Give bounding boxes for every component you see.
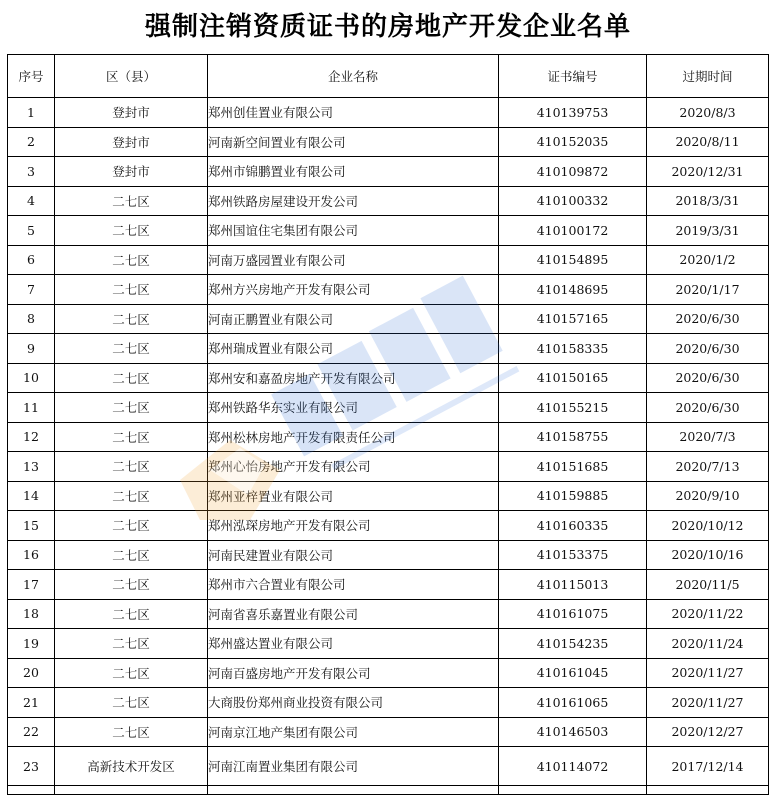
table-row [8,186,769,216]
row-company: 郑州市锦鹏置业有限公司 [208,157,499,187]
row-date: 2020/9/10 [647,481,769,511]
row-company: 河南江南置业集团有限公司 [208,747,499,786]
table-row [8,363,769,393]
row-company: 郑州铁路华东实业有限公司 [208,393,499,423]
row-index: 11 [8,393,55,423]
row-date: 2020/6/30 [647,363,769,393]
empty-cell [499,786,647,795]
table-row [8,157,769,187]
row-company: 河南百盛房地产开发有限公司 [208,658,499,688]
header-date: 过期时间 [647,55,769,98]
company-table [7,54,769,795]
row-cert: 410158335 [499,334,647,364]
table-row [8,334,769,364]
row-index: 5 [8,216,55,246]
row-cert: 410109872 [499,157,647,187]
row-index: 14 [8,481,55,511]
row-index: 22 [8,717,55,747]
row-district: 二七区 [55,717,208,747]
row-index: 9 [8,334,55,364]
row-company: 河南万盛园置业有限公司 [208,245,499,275]
row-cert: 410161075 [499,599,647,629]
row-district: 二七区 [55,245,208,275]
row-date: 2020/12/31 [647,157,769,187]
table-header-row [8,55,769,98]
row-company: 郑州国谊住宅集团有限公司 [208,216,499,246]
table-row [8,658,769,688]
row-district: 二七区 [55,363,208,393]
row-index: 12 [8,422,55,452]
row-date: 2020/6/30 [647,304,769,334]
row-date: 2020/1/2 [647,245,769,275]
row-district: 二七区 [55,334,208,364]
table-row [8,98,769,128]
row-index: 20 [8,658,55,688]
row-cert: 410100172 [499,216,647,246]
row-index: 10 [8,363,55,393]
row-date: 2020/7/13 [647,452,769,482]
table-row [8,629,769,659]
row-company: 河南民建置业有限公司 [208,540,499,570]
table-row [8,717,769,747]
row-district: 二七区 [55,599,208,629]
row-cert: 410157165 [499,304,647,334]
row-district: 登封市 [55,98,208,128]
row-date: 2020/8/3 [647,98,769,128]
row-date: 2020/10/16 [647,540,769,570]
header-cert: 证书编号 [499,55,647,98]
row-company: 郑州亚梓置业有限公司 [208,481,499,511]
row-cert: 410161065 [499,688,647,718]
table-row [8,304,769,334]
row-cert: 410158755 [499,422,647,452]
row-cert: 410100332 [499,186,647,216]
table-row-partial [8,786,769,795]
row-index: 19 [8,629,55,659]
row-index: 3 [8,157,55,187]
row-date: 2020/10/12 [647,511,769,541]
row-cert: 410152035 [499,127,647,157]
row-date: 2019/3/31 [647,216,769,246]
row-date: 2020/7/3 [647,422,769,452]
empty-cell [55,786,208,795]
row-cert: 410151685 [499,452,647,482]
row-date: 2020/12/27 [647,717,769,747]
row-index: 2 [8,127,55,157]
table-row [8,127,769,157]
row-date: 2020/11/24 [647,629,769,659]
row-company: 郑州铁路房屋建设开发公司 [208,186,499,216]
row-index: 23 [8,747,55,786]
row-cert: 410160335 [499,511,647,541]
row-district: 二七区 [55,275,208,305]
table-row [8,216,769,246]
header-company: 企业名称 [208,55,499,98]
row-company: 郑州创佳置业有限公司 [208,98,499,128]
row-cert: 410146503 [499,717,647,747]
row-company: 河南省喜乐嘉置业有限公司 [208,599,499,629]
table-row [8,511,769,541]
row-district: 二七区 [55,186,208,216]
row-district: 登封市 [55,157,208,187]
row-company: 郑州方兴房地产开发有限公司 [208,275,499,305]
row-company: 郑州瑞成置业有限公司 [208,334,499,364]
table-row [8,452,769,482]
row-company: 郑州盛达置业有限公司 [208,629,499,659]
empty-cell [208,786,499,795]
row-date: 2020/6/30 [647,393,769,423]
empty-cell [8,786,55,795]
row-cert: 410154235 [499,629,647,659]
row-district: 二七区 [55,422,208,452]
row-cert: 410148695 [499,275,647,305]
row-index: 4 [8,186,55,216]
table-row [8,570,769,600]
row-cert: 410159885 [499,481,647,511]
row-cert: 410114072 [499,747,647,786]
header-district: 区（县） [55,55,208,98]
row-company: 河南正鹏置业有限公司 [208,304,499,334]
row-district: 二七区 [55,393,208,423]
table-row [8,481,769,511]
row-district: 二七区 [55,511,208,541]
row-index: 7 [8,275,55,305]
row-company: 郑州松林房地产开发有限责任公司 [208,422,499,452]
row-date: 2020/11/5 [647,570,769,600]
row-date: 2018/3/31 [647,186,769,216]
row-cert: 410115013 [499,570,647,600]
row-cert: 410161045 [499,658,647,688]
row-cert: 410150165 [499,363,647,393]
row-district: 二七区 [55,304,208,334]
row-district: 二七区 [55,216,208,246]
row-company: 河南京江地产集团有限公司 [208,717,499,747]
table-row [8,422,769,452]
row-date: 2020/8/11 [647,127,769,157]
table-row [8,393,769,423]
row-index: 17 [8,570,55,600]
table-body [8,98,769,795]
table-row [8,747,769,786]
row-index: 18 [8,599,55,629]
row-date: 2020/6/30 [647,334,769,364]
table-row [8,688,769,718]
row-date: 2020/11/27 [647,658,769,688]
row-date: 2020/1/17 [647,275,769,305]
document-title: 强制注销资质证书的房地产开发企业名单 [144,12,631,42]
row-district: 二七区 [55,452,208,482]
row-company: 大商股份郑州商业投资有限公司 [208,688,499,718]
row-district: 二七区 [55,658,208,688]
row-cert: 410139753 [499,98,647,128]
row-district: 二七区 [55,629,208,659]
header-index: 序号 [8,55,55,98]
row-index: 15 [8,511,55,541]
row-cert: 410153375 [499,540,647,570]
row-index: 21 [8,688,55,718]
row-company: 河南新空间置业有限公司 [208,127,499,157]
table-row [8,275,769,305]
row-date: 2017/12/14 [647,747,769,786]
row-district: 二七区 [55,481,208,511]
row-date: 2020/11/27 [647,688,769,718]
row-district: 二七区 [55,688,208,718]
row-index: 1 [8,98,55,128]
empty-cell [647,786,769,795]
table-row [8,245,769,275]
row-index: 16 [8,540,55,570]
row-cert: 410155215 [499,393,647,423]
row-company: 郑州市六合置业有限公司 [208,570,499,600]
row-cert: 410154895 [499,245,647,275]
row-index: 13 [8,452,55,482]
table-row [8,540,769,570]
row-district: 登封市 [55,127,208,157]
row-company: 郑州心怡房地产开发有限公司 [208,452,499,482]
row-index: 6 [8,245,55,275]
table-row [8,599,769,629]
row-company: 郑州安和嘉盈房地产开发有限公司 [208,363,499,393]
row-district: 高新技术开发区 [55,747,208,786]
row-district: 二七区 [55,570,208,600]
row-index: 8 [8,304,55,334]
row-date: 2020/11/22 [647,599,769,629]
row-district: 二七区 [55,540,208,570]
row-company: 郑州泓琛房地产开发有限公司 [208,511,499,541]
